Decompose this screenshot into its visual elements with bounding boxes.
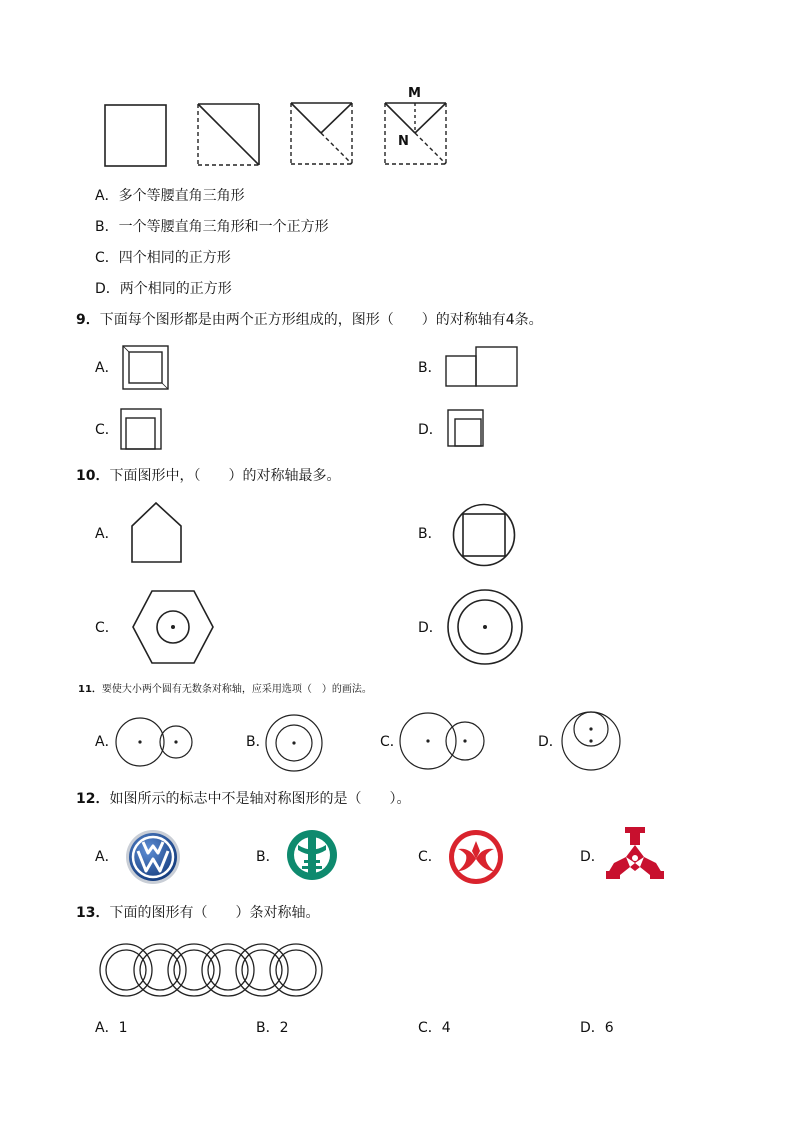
- q11-figure-a[interactable]: [114, 718, 194, 768]
- q9-label-d[interactable]: D．: [418, 422, 443, 438]
- q8-label-n: N: [398, 134, 409, 149]
- q10-number: 10．: [76, 468, 110, 484]
- q12-label-d[interactable]: D．: [580, 849, 605, 865]
- q12-label-b[interactable]: B．: [256, 849, 280, 865]
- q9-figure-d[interactable]: [447, 409, 485, 449]
- q11-figure-b[interactable]: [264, 715, 324, 773]
- q8-label-m: M: [408, 86, 421, 101]
- q12-label-a[interactable]: A．: [95, 849, 119, 865]
- q9-label-c[interactable]: C．: [95, 422, 119, 438]
- q8-option-b[interactable]: B．一个等腰直角三角形和一个正方形: [95, 219, 329, 235]
- q9-label-a[interactable]: A．: [95, 360, 119, 376]
- q8-option-d[interactable]: D．两个相同的正方形: [95, 281, 232, 297]
- q8-fold-step-2: [197, 103, 261, 167]
- q10-figure-a-pentagon[interactable]: [131, 502, 183, 564]
- q13-question: [76, 904, 319, 922]
- q9-figure-b[interactable]: [445, 346, 520, 388]
- q8-option-a[interactable]: A．多个等腰直角三角形: [95, 188, 245, 204]
- q9-figure-a[interactable]: [122, 345, 170, 391]
- q9-number: 9．: [76, 312, 100, 328]
- q12-label-c[interactable]: C．: [418, 849, 442, 865]
- q13-figure-interlocking-rings: [98, 943, 324, 999]
- q11-figure-c[interactable]: [398, 712, 488, 772]
- q9-question: [76, 311, 543, 329]
- q9-figure-c[interactable]: [120, 408, 164, 452]
- q9-text: 下面每个图形都是由两个正方形组成的，图形（ ）的对称轴有4条。: [99, 312, 543, 328]
- q11-number: 11．: [78, 684, 102, 695]
- q12-question: [76, 790, 410, 808]
- q11-text: 要使大小两个圆有无数条对称轴，应采用选项（ ）的画法。: [101, 684, 372, 695]
- q12-text: 如图所示的标志中不是轴对称图形的是（ ）。: [109, 791, 411, 807]
- q10-figure-c-hexagon[interactable]: [132, 590, 214, 664]
- q13-text: 下面的图形有（ ）条对称轴。: [109, 905, 320, 921]
- q11-label-b[interactable]: B．: [246, 734, 270, 750]
- q12-number: 12．: [76, 791, 110, 807]
- q11-label-a[interactable]: A．: [95, 734, 119, 750]
- q10-label-d[interactable]: D．: [418, 620, 443, 636]
- q8-fold-step-3: [290, 102, 354, 166]
- q11-label-c[interactable]: C．: [380, 734, 404, 750]
- q10-label-a[interactable]: A．: [95, 526, 119, 542]
- q12-logo-a-volkswagen[interactable]: [125, 829, 181, 885]
- q11-question: [78, 683, 372, 697]
- q13-option-b[interactable]: B．2: [256, 1020, 289, 1036]
- q10-figure-d-concentric-circles[interactable]: [446, 588, 524, 666]
- q9-label-b[interactable]: B．: [418, 360, 442, 376]
- q10-text: 下面图形中，（ ）的对称轴最多。: [109, 468, 341, 484]
- q10-figure-b-square-in-circle[interactable]: [452, 503, 516, 567]
- q13-option-a[interactable]: A．1: [95, 1020, 128, 1036]
- q8-fold-step-1: [104, 104, 168, 168]
- q13-option-c[interactable]: C．4: [418, 1020, 451, 1036]
- q13-option-d[interactable]: D．6: [580, 1020, 614, 1036]
- q10-label-b[interactable]: B．: [418, 526, 442, 542]
- q12-logo-d-construction-bank[interactable]: [606, 827, 664, 881]
- q11-figure-d[interactable]: [560, 710, 622, 772]
- q8-option-c[interactable]: C．四个相同的正方形: [95, 250, 231, 266]
- q8-fold-step-4: [384, 102, 448, 166]
- q12-logo-c-dongfeng[interactable]: [448, 829, 504, 885]
- q11-label-d[interactable]: D．: [538, 734, 563, 750]
- q10-label-c[interactable]: C．: [95, 620, 119, 636]
- q10-question: [76, 467, 340, 485]
- q12-logo-b-agricultural-bank[interactable]: [286, 828, 338, 882]
- q13-number: 13．: [76, 905, 110, 921]
